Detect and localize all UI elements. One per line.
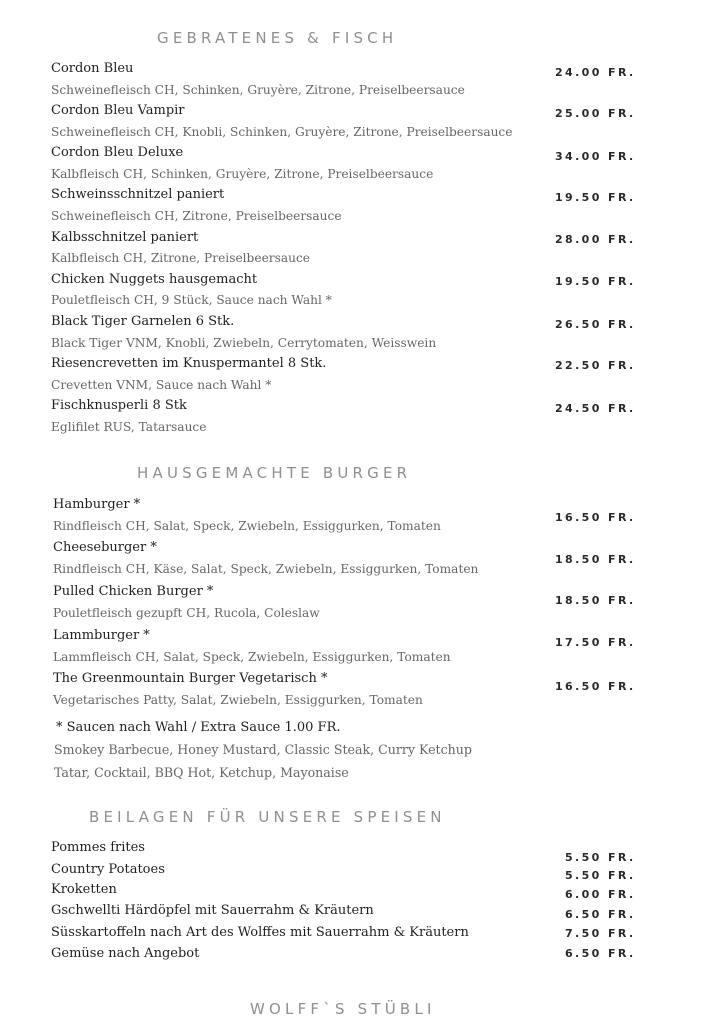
item-price: 28.00 FR. — [555, 233, 636, 246]
item-price: 25.00 FR. — [555, 107, 636, 120]
item-price: 18.50 FR. — [555, 594, 636, 607]
section-title-stuebli: WOLFF`S STÜBLI — [250, 1000, 436, 1018]
side-price: 6.50 FR. — [565, 908, 636, 921]
item-description: Vegetarisches Patty, Salat, Zwiebeln, Essiggurken, Tomaten — [53, 693, 423, 707]
item-price: 16.50 FR. — [555, 511, 636, 524]
section-title-burger: HAUSGEMACHTE BURGER — [137, 464, 412, 482]
side-price: 6.00 FR. — [565, 888, 636, 901]
item-description: Kalbfleisch CH, Zitrone, Preiselbeersauce — [51, 251, 311, 265]
item-name: Chicken Nuggets hausgemacht — [51, 272, 258, 287]
item-price: 19.50 FR. — [555, 191, 636, 204]
item-description: Pouletfleisch gezupft CH, Rucola, Coleslaw — [53, 606, 320, 620]
side-price: 6.50 FR. — [565, 947, 636, 960]
sauce-note-line: Smokey Barbecue, Honey Mustard, Classic Steak, Curry Ketchup — [54, 742, 472, 757]
item-name: Fischknusperli 8 Stk — [51, 398, 187, 413]
item-name: Hamburger * — [53, 497, 141, 512]
side-name: Kroketten — [51, 882, 117, 897]
item-name: Kalbsschnitzel paniert — [51, 230, 199, 245]
section-title-gebratenes: GEBRATENES & FISCH — [157, 29, 398, 47]
item-description: Rindfleisch CH, Käse, Salat, Speck, Zwiebeln, Essiggurken, Tomaten — [53, 562, 479, 576]
item-price: 24.50 FR. — [555, 402, 636, 415]
item-price: 26.50 FR. — [555, 318, 636, 331]
item-price: 19.50 FR. — [555, 275, 636, 288]
item-name: Schweinsschnitzel paniert — [51, 187, 225, 202]
item-price: 22.50 FR. — [555, 359, 636, 372]
item-name: Lammburger * — [53, 628, 150, 643]
item-description: Schweinefleisch CH, Zitrone, Preiselbeersauce — [51, 209, 342, 223]
item-name: Cordon Bleu Deluxe — [51, 145, 184, 160]
item-description: Pouletfleisch CH, 9 Stück, Sauce nach Wahl * — [51, 293, 332, 307]
item-name: Black Tiger Garnelen 6 Stk. — [51, 314, 235, 329]
item-description: Eglifilet RUS, Tatarsauce — [51, 420, 207, 434]
item-description: Black Tiger VNM, Knobli, Zwiebeln, Cerrytomaten, Weisswein — [51, 336, 437, 350]
sauce-note-title: * Saucen nach Wahl / Extra Sauce 1.00 FR. — [56, 720, 341, 735]
item-price: 34.00 FR. — [555, 150, 636, 163]
side-name: Süsskartoffeln nach Art des Wolffes mit Sauerrahm & Kräutern — [51, 925, 469, 940]
item-description: Rindfleisch CH, Salat, Speck, Zwiebeln, Essiggurken, Tomaten — [53, 519, 441, 533]
item-price: 24.00 FR. — [555, 66, 636, 79]
item-description: Schweinefleisch CH, Schinken, Gruyère, Zitrone, Preiselbeersauce — [51, 83, 465, 97]
side-name: Gschwellti Härdöpfel mit Sauerrahm & Kräutern — [51, 903, 374, 918]
item-price: 18.50 FR. — [555, 553, 636, 566]
item-description: Kalbfleisch CH, Schinken, Gruyère, Zitrone, Preiselbeersauce — [51, 167, 434, 181]
side-price: 7.50 FR. — [565, 927, 636, 940]
item-price: 17.50 FR. — [555, 636, 636, 649]
section-title-beilagen: BEILAGEN FÜR UNSERE SPEISEN — [89, 808, 446, 826]
item-description: Lammfleisch CH, Salat, Speck, Zwiebeln, Essiggurken, Tomaten — [53, 650, 451, 664]
item-description: Crevetten VNM, Sauce nach Wahl * — [51, 378, 272, 392]
item-price: 16.50 FR. — [555, 680, 636, 693]
item-name: Cheeseburger * — [53, 540, 157, 555]
side-name: Country Potatoes — [51, 862, 165, 877]
side-price: 5.50 FR. — [565, 869, 636, 882]
side-name: Gemüse nach Angebot — [51, 946, 200, 961]
item-name: The Greenmountain Burger Vegetarisch * — [53, 671, 328, 686]
item-name: Riesencrevetten im Knuspermantel 8 Stk. — [51, 356, 327, 371]
item-name: Cordon Bleu — [51, 61, 134, 76]
side-name: Pommes frites — [51, 840, 145, 855]
item-name: Pulled Chicken Burger * — [53, 584, 214, 599]
side-price: 5.50 FR. — [565, 851, 636, 864]
item-name: Cordon Bleu Vampir — [51, 103, 185, 118]
sauce-note-line: Tatar, Cocktail, BBQ Hot, Ketchup, Mayonaise — [54, 765, 349, 780]
item-description: Schweinefleisch CH, Knobli, Schinken, Gruyère, Zitrone, Preiselbeersauce — [51, 125, 513, 139]
